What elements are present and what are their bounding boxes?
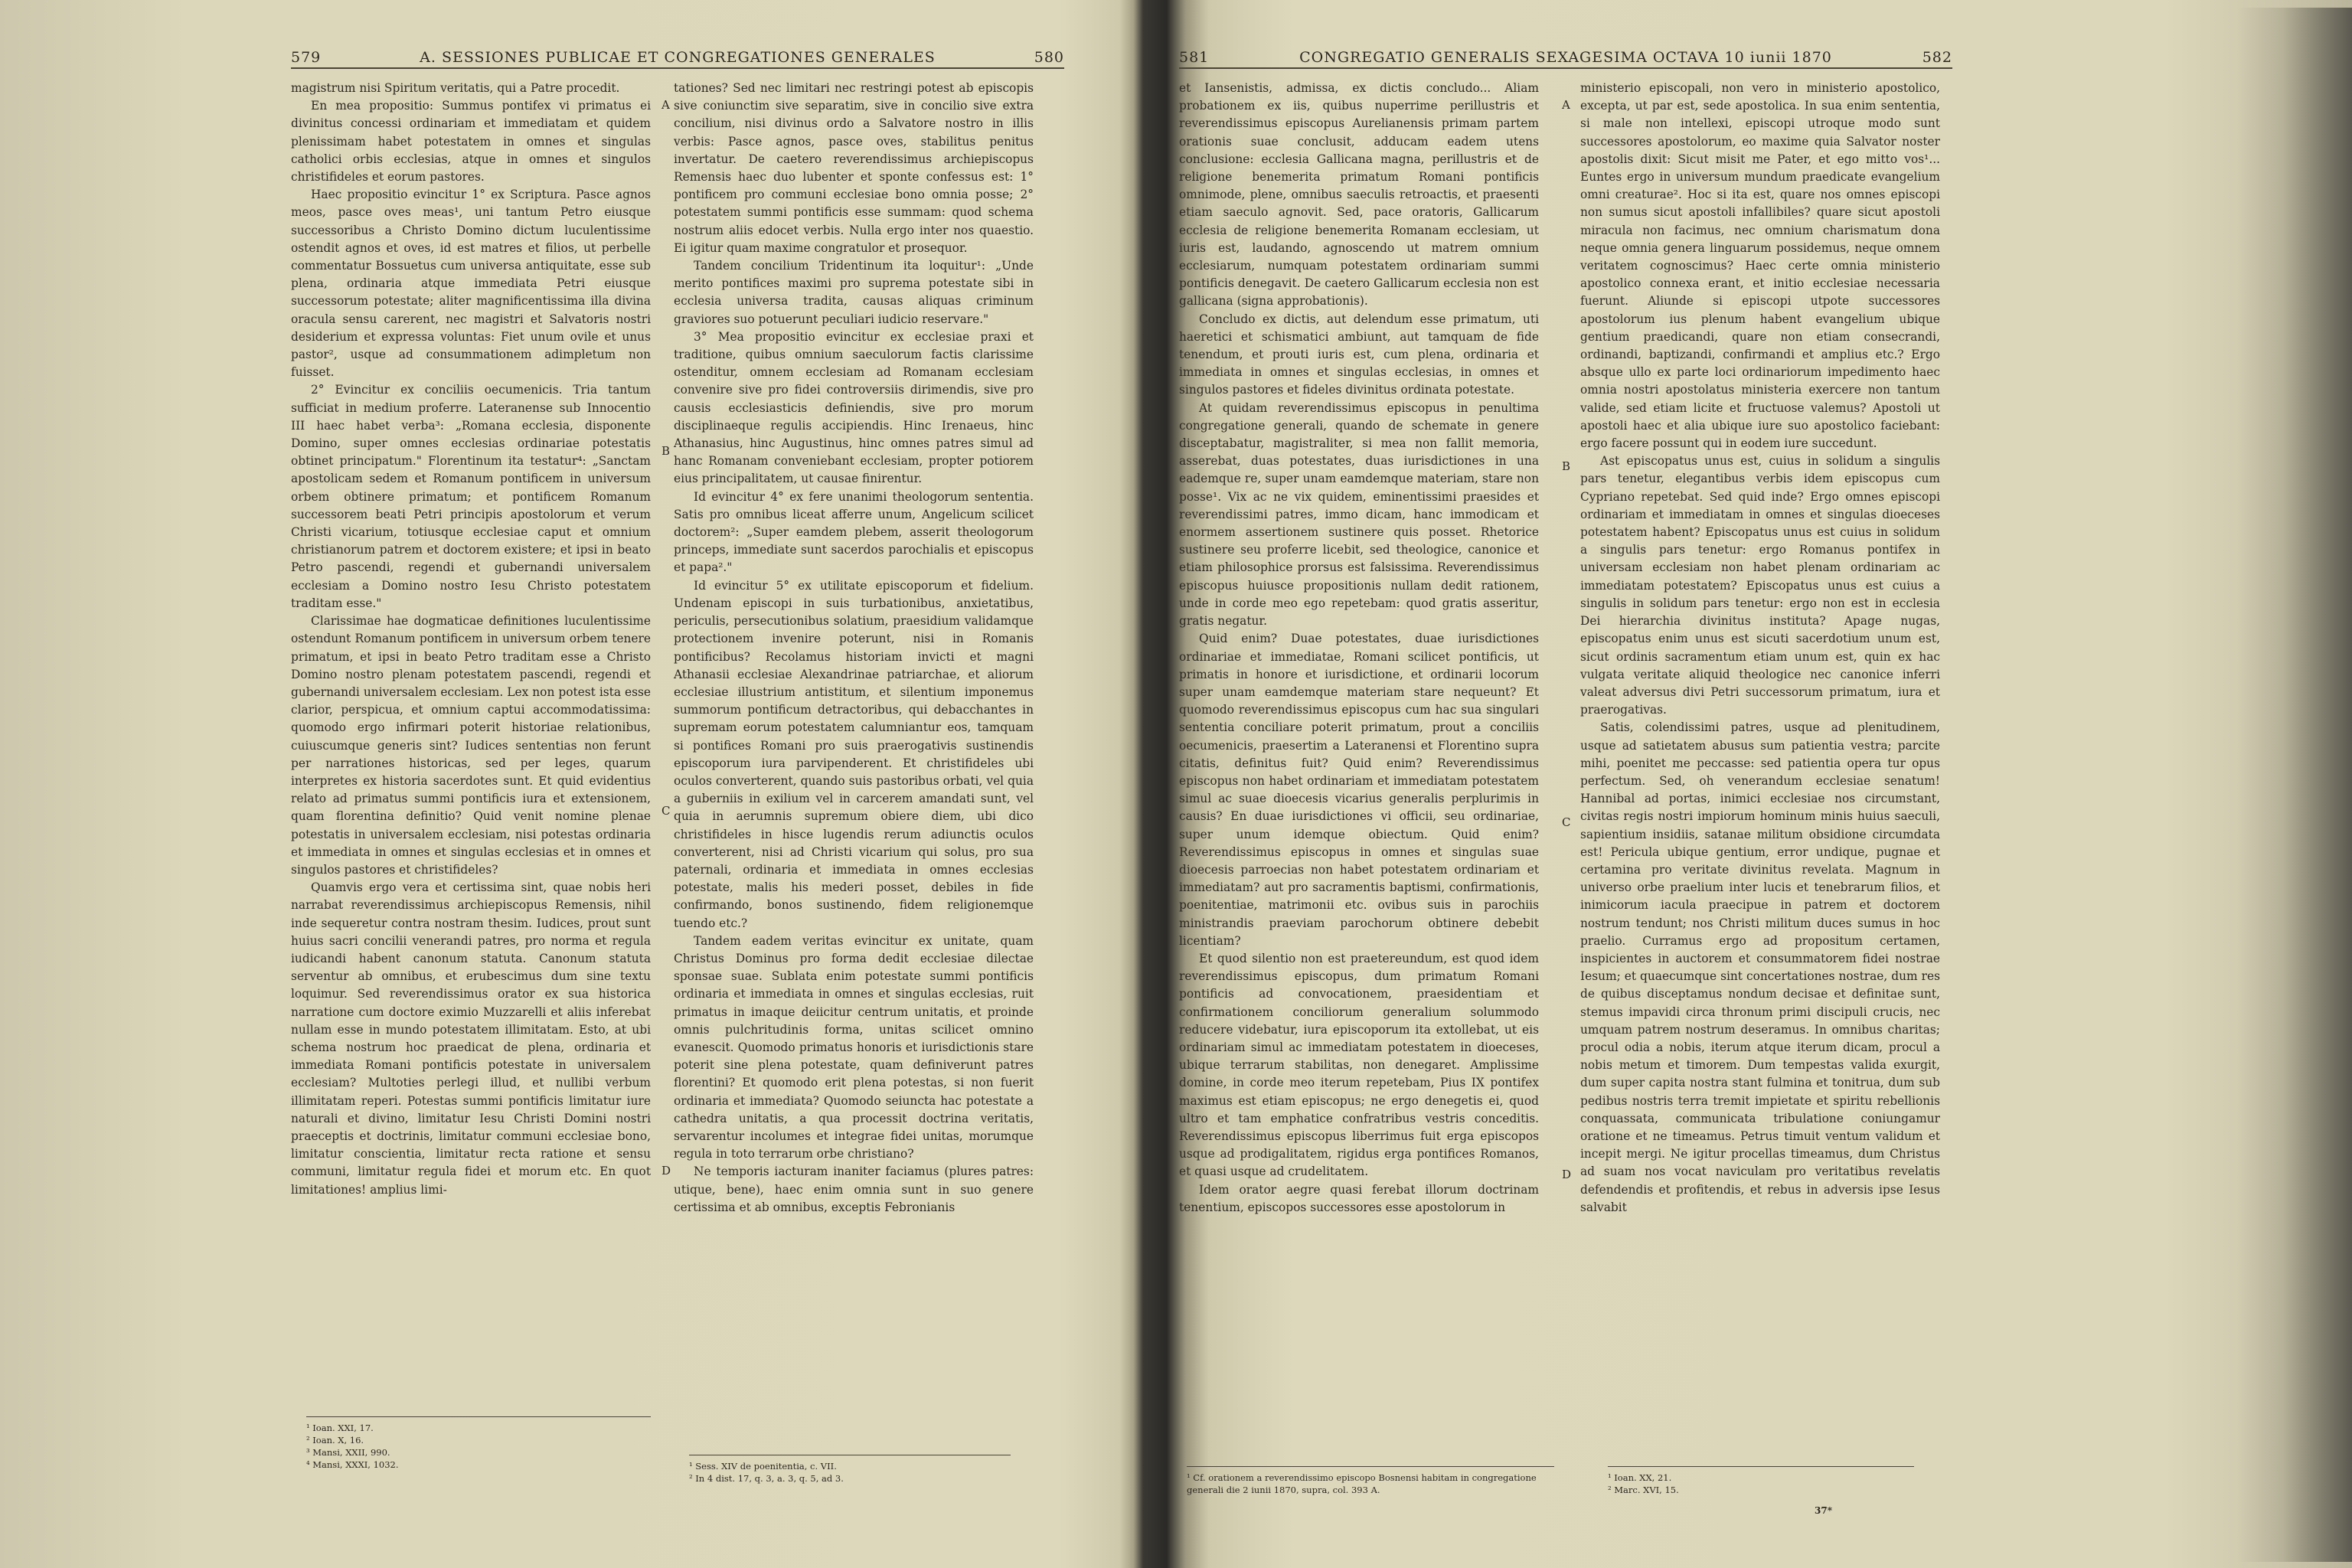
paragraph: Quamvis ergo vera et certissima sint, quae nobis heri narrabat reverendissimus archiepiscopus Remensis, nihil inde sequeretur contra nostram thesim. Iudices, prout sunt huius sacri concilii venerandi patres, pro norma et regula iudicandi habent canonum statuta. Canonum statuta serventur ab omnibus, et erubescimus dum sine textu loquimur. Sed reverendissimus orator ex sua historica narratione cum doctore eximio Muzzarelli et aliis inferebat nullam esse in mundo potestatem illimitatam. Esto, at ubi schema nostrum hoc praedicat de plena, ordinaria et immediata Romani pontificis potestate in universalem ecclesiam? Multoties perlegi illud, et nullibi verbum illimitatam reperi. Potestas summi pontificis limitatur iure naturali et divino, limitatur Iesu Christi Domini nostri praeceptis et doctrinis, limitatur communi ecclesiae bono, limitatur conscientia, limitatur recta ratione et sensu communi, limitatur regula fidei et morum etc. En quot limitationes! amplius limi- — [291, 880, 651, 1197]
page-number: 582 — [1922, 49, 1952, 66]
text-column-right — [1580, 80, 1940, 1217]
paragraph: Tandem eadem veritas evincitur ex unitate, quam Christus Dominus pro forma dedit ecclesiae dilectae sponsae suae. Sublata enim potestate summi pontificis ordinaria et immediata in omnes et singulas ecclesias, ruit primatus in imaque deiicitur centrum unitatis, et proinde omnis pulchritudinis forma, unitas scilicet omnino evanescit. Quomodo primatus honoris et iurisdictionis stare poterit sine plena potestate, quam definiverunt patres florentini? Et quomodo erit plena potestas, si non fuerit ordinaria et immediata? Quomodo seiuncta hac potestate a cathedra unitatis, a qua processit doctrina veritatis, servarentur incolumes et integrae fidei unitas, morumque regula in toto terrarum orbe christiano? — [674, 933, 1034, 1161]
footnote: ² In 4 dist. 17, q. 3, a. 3, q. 5, ad 3. — [689, 1473, 844, 1484]
paragraph: Concludo ex dictis, aut delendum esse primatum, uti haeretici et schismatici ambiunt, aut tamquam de fide tenendum, et prouti iuris est, cum plena, ordinaria et immediata in omnes et singulas ecclesias, in omnes et singulos pastores et fideles divinitus ordinata potestate. — [1179, 312, 1539, 397]
header-rule — [291, 67, 1064, 69]
paragraph: Ast episcopatus unus est, cuius in solidum a singulis pars tenetur, elegantibus verbis idem episcopus cum Cypriano repetebat. Sed quid inde? Ergo omnes episcopi ordinariam et immediatam in omnes et singulas dioeceses potestatem habent? Episcopatus unus est cuius in solidum a singulis pars tenetur: ergo Romanus pontifex in universam ecclesiam non habet plenam ordinariam ac immediatam potestatem? Episcopatus unus est cuius a singulis in solidum pars tenetur: ergo non est in ecclesia Dei hierarchia divinitus instituta? Apage nugas, episcopatus enim unus est sicuti sacerdotium unum est, sicut ordinis sacramentum etiam unum est, quin ex hac vulgata veritate aliquid theologice nec canonice inferri valeat adversus divi Petri successorum primatum, iura et praerogativas. — [1580, 454, 1940, 717]
paragraph: En mea propositio: Summus pontifex vi primatus ei divinitus concessi ordinariam et immediatam et quidem plenissimam habet potestatem in omnes et singulas catholici orbis ecclesias, atque in omnes et singulos christifideles et eorum pastores. — [291, 99, 651, 185]
paragraph: 3° Mea propositio evincitur ex ecclesiae praxi et traditione, quibus omnium saeculorum factis clarissime ostenditur, omnem ecclesiam ad Romanam ecclesiam convenire sive pro fidei controversiis dirimendis, sive pro causis ecclesiasticis definiendis, sive pro morum disciplinaeque regulis accipiendis. Hinc Irenaeus, hinc Athanasius, hinc Augustinus, hinc omnes patres simul ad hanc Romanam conveniebant ecclesiam, propter potiorem eius principalitatem, ut causae finirentur. — [674, 329, 1034, 486]
right-page — [1179, 0, 1952, 1568]
section-marker: B — [1562, 459, 1571, 473]
page-number: 579 — [291, 49, 322, 66]
page-number: 580 — [1034, 49, 1064, 66]
paragraph: Ne temporis iacturam inaniter faciamus (plures patres: utique, bene), haec enim omnia sunt in suo genere certissima et ab omnibus, exceptis Febronianis — [674, 1165, 1034, 1214]
paragraph: ministerio episcopali, non vero in ministerio apostolico, excepta, ut par est, sede apostolica. In sua enim sententia, si male non intellexi, episcopi utroque modo sunt successores apostolorum, eo maxime quia Salvator noster apostolis dixit: Sicut misit me Pater, et ego mitto vos¹... Euntes ergo in universum mundum praedicate evangelium omni creaturae². Hoc si ita est, quare nos omnes episcopi non sumus sicut apostoli infallibiles? quare sicut apostoli miracula non facimus, nec omnium charismatum dona neque omnia genera linguarum possidemus, neque omnem veritatem cognoscimus? Haec certe omnia ministerio apostolico connexa erant, et initio ecclesiae necessaria fuerunt. Aliunde si episcopi utpote successores apostolorum ius plenum habent evangelium ubique gentium praedicandi, quare non etiam consecrandi, ordinandi, baptizandi, confirmandi et amplius etc.? Ergo absque ullo ex parte loci ordinariorum impedimento haec omnia nostri apostolatus ministeria exercere non tantum valide, sed etiam licite et fructuose valemus? Apostoli ut apostoli haec et alia ubique iure suo apostolico faciebant: ergo facere possunt qui in eodem iure succedunt. — [1580, 81, 1940, 451]
footnotes — [306, 1416, 651, 1471]
left-page — [291, 0, 1064, 1568]
paragraph: Tandem concilium Tridentinum ita loquitur¹: „Unde merito pontifices maximi pro suprema potestate sibi in ecclesia universa tradita, causas aliquas criminum graviores suo potuerunt peculiari iudicio reservare." — [674, 259, 1034, 326]
paragraph: Quid enim? Duae potestates, duae iurisdictiones ordinariae et immediatae, Romani scilicet pontificis, ut primatis in honore et iurisdictione, et ordinarii locorum super unam eamdemque materiam stare nequeunt? Et quomodo reverendissimus episcopus cum hac sua singulari sententia conciliare poterit primatum, prout a conciliis oecumenicis, praesertim a Lateranensi et Florentino supra citatis, definitus fuit? Quid enim? Reverendissimus episcopus non habet ordinariam et immediatam potestatem simul ac suae dioecesis vicarius generalis perplurimis in causis? En duae iurisdictiones vi officii, seu ordinariae, super unum idemque obiectum. Quid enim? Reverendissimus episcopus in omnes et singulas suae dioecesis parroecias non habet potestatem ordinariam et immediatam? aut pro sacramentis baptismi, confirmationis, poenitentiae, matrimonii etc. ovibus suis in parochiis ministrandis praeviam parochorum obtinere debebit licentiam? — [1179, 632, 1539, 948]
footnote: ¹ Cf. orationem a reverendissimo episcopo Bosnensi habitam in congregatione generali die 2 iunii 1870, supra, col. 393 A. — [1187, 1472, 1537, 1495]
section-marker: B — [662, 444, 671, 458]
paragraph: At quidam reverendissimus episcopus in penultima congregatione generali, quando de schemate in genere disceptabatur, magistraliter, si mea non fallit memoria, asserebat, duas potestates, duas iurisdictiones in una eademque re, super unam eamdemque materiam, stare non posse¹. Vix ac ne vix quidem, eminentissimi praesides et reverendissimi patres, immo dicam, hanc immodicam et enormem assertionem sustinere quis posset. Rhetorice sustinere seu proferre licebit, sed theologice, canonice et etiam philosophice prorsus est falsissima. Reverendissimus episcopus huiusce propositionis nullam dedit rationem, unde in corde meo ego repetebam: quod gratis asseritur, gratis negatur. — [1179, 400, 1539, 629]
footnote: ¹ Ioan. XX, 21. — [1608, 1472, 1672, 1483]
footnote: ¹ Sess. XIV de poenitentia, c. VII. — [689, 1461, 837, 1472]
paragraph: Satis, colendissimi patres, usque ad plenitudinem, usque ad satietatem abusus sum patientia vestra; parcite mihi, poenitet me peccasse: sed patientia opera tur opus perfectum. Sed, oh venerandum ecclesiae senatum! Hannibal ad portas, inimici ecclesiae nos circumstant, civitas regis nostri impiorum hominum minis huius saeculi, sapientium insidiis, satanae militum obsidione circumdata est! Pericula ubique gentium, error undique, pugnae et certamina pro veritate divinitus revelata. Magnum in universo orbe praelium inter lucis et tenebrarum filios, et inimicorum iacula praecipue in patrem et doctorem nostrum tendunt; nos Christi militum duces sumus in hoc praelio. Curramus ergo ad propositum certamen, inspicientes in auctorem et consummatorem fidei nostrae Iesum; et quaecumque sint concertationes nostrae, dum res de quibus disceptamus nondum decisae et definitae sunt, stemus impavidi circa thronum primi discipuli crucis, nec umquam patrem nostrum deseramus. In omnibus charitas; procul odia a nobis, iterum atque iterum dicam, procul a nobis metum et timorem. Dum tempestas valida exurgit, dum super capita nostra stant fulmina et tonitrua, dum sub pedibus nostris terra tremit impietate et spiritu rebellionis conquassata, communicata tribulatione coniungamur oratione et ne timeamus. Petrus timuit ventum validum et incepit mergi. Ne igitur procellas timeamus, dum Christus ad suam nos vocat naviculam pro veritatibus revelatis defendendis et profitendis, et rebus in adversis ipse Iesus salvabit — [1580, 720, 1940, 1214]
paragraph: tationes? Sed nec limitari nec restringi potest ab episcopis sive coniunctim sive separatim, sive in concilio sive extra concilium, nisi divinus ordo a Salvatore nostro in illis verbis: Pasce agnos, pasce oves, stabilitus penitus invertatur. De caetero reverendissimus archiepiscopus Remensis haec duo lubenter et sponte confessus est: 1° pontificem pro communi ecclesiae bono omnia posse; 2° potestatem summi pontificis esse summam: quod schema nostrum aliis edocet verbis. Nulla ergo inter nos quaestio. Ei igitur quam maxime congratulor et prosequor. — [674, 81, 1034, 255]
running-title: CONGREGATIO GENERALIS SEXAGESIMA OCTAVA 10 iunii 1870 — [1299, 49, 1832, 66]
paragraph: Id evincitur 4° ex fere unanimi theologorum sententia. Satis pro omnibus liceat afferre unum, Angelicum scilicet doctorem²: „Super eamdem plebem, asserit theologorum princeps, immediate sunt sacerdos parochialis et episcopus et papa²." — [674, 489, 1034, 575]
text-column-left — [1179, 80, 1539, 1217]
paragraph: magistrum nisi Spiritum veritatis, qui a Patre procedit. — [291, 81, 620, 95]
paragraph: 2° Evincitur ex conciliis oecumenicis. Tria tantum sufficiat in medium proferre. Lateranense sub Innocentio III haec habet verba³: „Romana ecclesia, disponente Domino, super omnes ecclesias ordinariae potestatis obtinet principatum." Florentinum ita testatur⁴: „Sanctam apostolicam sedem et Romanum pontificem in universum orbem obtinere primatum; et pontificem Romanum successorem beati Petri principis apostolorum et verum Christi vicarium, totiusque ecclesiae caput et omnium christianorum patrem et doctorem existere; et ipsi in beato Petro pascendi, regendi et gubernandi universalem ecclesiam a Domino nostro Iesu Christo potestatem traditam esse." — [291, 383, 651, 610]
header-rule — [1179, 67, 1952, 69]
paragraph: Haec propositio evincitur 1° ex Scriptura. Pasce agnos meos, pasce oves meas¹, uni tantum Petro eiusque successoribus a Christo Domino dictum luculentissime ostendit agnos et oves, id est matres et filios, ut perbelle commentatur Bossuetus cum universa antiquitate, esse sub plena, ordinaria atque immediata Petri eiusque successorum potestate; aliter magnificentissima illa divina oracula sensu carerent, nec magistri et Salvatoris nostri desiderium et expressa voluntas: Fiet unum ovile et unus pastor², usque ad consummationem adimpletum non fuisset. — [291, 188, 651, 380]
paragraph: Idem orator aegre quasi ferebat illorum doctrinam tenentium, episcopos successores esse apostolorum in — [1179, 1182, 1539, 1214]
footnote: ² Ioan. X, 16. — [306, 1435, 364, 1446]
text-column-right — [674, 80, 1034, 1217]
section-marker: D — [662, 1164, 671, 1178]
page-header — [291, 44, 1064, 70]
section-marker: A — [662, 98, 670, 112]
footnotes — [689, 1455, 1011, 1485]
footnote: ³ Mansi, XXII, 990. — [306, 1447, 390, 1458]
footnotes — [1187, 1466, 1554, 1496]
section-marker: C — [662, 804, 671, 818]
page-edge — [2237, 8, 2352, 1562]
section-marker: A — [1562, 98, 1570, 112]
paragraph: Et quod silentio non est praetereundum, est quod idem reverendissimus episcopus, dum primatum Romani pontificis ad convocationem, praesidentiam et confirmationem conciliorum generalium solummodo reducere videbatur, iura episcoporum ita extollebat, ut eis ordinariam simul ac immediatam potestatem in dioeceses, ubique terrarum stabilitas, non denegaret. Amplissime domine, in corde meo iterum repetebam, Pius IX pontifex maximus est etiam episcopus; ne ergo denegetis ei, quod ultro et tam emphatice confratribus vestris conceditis. Reverendissimus episcopus liberrimus fuit erga episcopos usque ad prodigalitatem, rigidus erga pontifices Romanos, et quasi usque ad crudelitatem. — [1179, 951, 1539, 1179]
text-column-left — [291, 80, 651, 1199]
paragraph: Clarissimae hae dogmaticae definitiones luculentissime ostendunt Romanum pontificem in universum orbem tenere primatum, et ipsi in beato Petro traditam esse a Christo Domino nostro plenam potestatem pascendi, regendi et gubernandi universalem ecclesiam. Lex non potest ista esse clarior, perspicua, et omnium captui accommodatissima: quomodo ergo infirmari poterit historiae relationibus, cuiuscumque generis sint? Iudices sententias non ferunt per narrationes historicas, sed per leges, quarum interpretes ex historia sacerdotes sunt. Et quid evidentius relato ad primatus summi pontificis iura et extensionem, quam florentina definitio? Quid venit nomine plenae potestatis in universalem ecclesiam, nisi potestas ordinaria et immediata in omnes et singulas ecclesias et in omnes et singulos pastores et christifideles? — [291, 614, 651, 877]
page-number: 581 — [1179, 49, 1210, 66]
paragraph: et Iansenistis, admissa, ex dictis concludo... Aliam probationem ex iis, quibus nuperrime perillustris et reverendissimus episcopus Aurelianensis primam partem orationis suae conclusit, adducam eadem utens conclusione: ecclesia Gallicana magna, perillustris et de religione benemerita primatum Romani pontificis omnimode, plene, omnibus saeculis retroactis, et praesenti etiam saeculo agnovit. Sed, pace oratoris, Gallicarum ecclesia de religione benemerita Romanam ecclesiam, ut iuris est, laudando, agnoscendo ut matrem omnium ecclesiarum, numquam potestatem ordinariam summi pontificis denegavit. De caetero Gallicarum ecclesia non est gallicana (signa approbationis). — [1179, 81, 1539, 309]
running-title: A. SESSIONES PUBLICAE ET CONGREGATIONES GENERALES — [420, 49, 936, 66]
section-marker: C — [1562, 815, 1571, 829]
footnote: ⁴ Mansi, XXXI, 1032. — [306, 1459, 399, 1470]
footnote: ¹ Ioan. XXI, 17. — [306, 1423, 374, 1433]
section-marker: D — [1562, 1168, 1572, 1181]
footnote: ² Marc. XVI, 15. — [1608, 1485, 1679, 1495]
footnotes — [1608, 1466, 1914, 1496]
page-header — [1179, 44, 1952, 70]
paragraph: Id evincitur 5° ex utilitate episcoporum et fidelium. Undenam episcopi in suis turbationibus, anxietatibus, periculis, persecutionibus solatium, praesidium validamque protectionem invenire poterunt, nisi in Romanis pontificibus? Recolamus historiam invicti et magni Athanasii ecclesiae Alexandrinae patriarchae, et aliorum ecclesiae illustrium antistitum, et silentium imponemus summorum pontificum detractoribus, qui debacchantes in supremam eorum potestatem calumniantur eos, tamquam si pontifices Romani pro suis praerogativis sustinendis episcoporum iura parvipenderent. Et christifideles ubi oculos converterent, quando suis pastoribus orbati, vel quia a guberniis in exilium vel in carcerem amandati sunt, vel quia in aerumnis supremum obiere diem, ubi dico christifideles in hisce lugendis rerum adiunctis oculos converterent, nisi ad Christi vicarium qui solus, pro sua paternali, ordinaria et immediata in omnes ecclesias potestate, malis his mederi posset, debiles in fide confirmando, bonos sustinendo, fidem religionemque tuendo etc.? — [674, 578, 1034, 930]
signature-mark: 37* — [1815, 1505, 1832, 1516]
